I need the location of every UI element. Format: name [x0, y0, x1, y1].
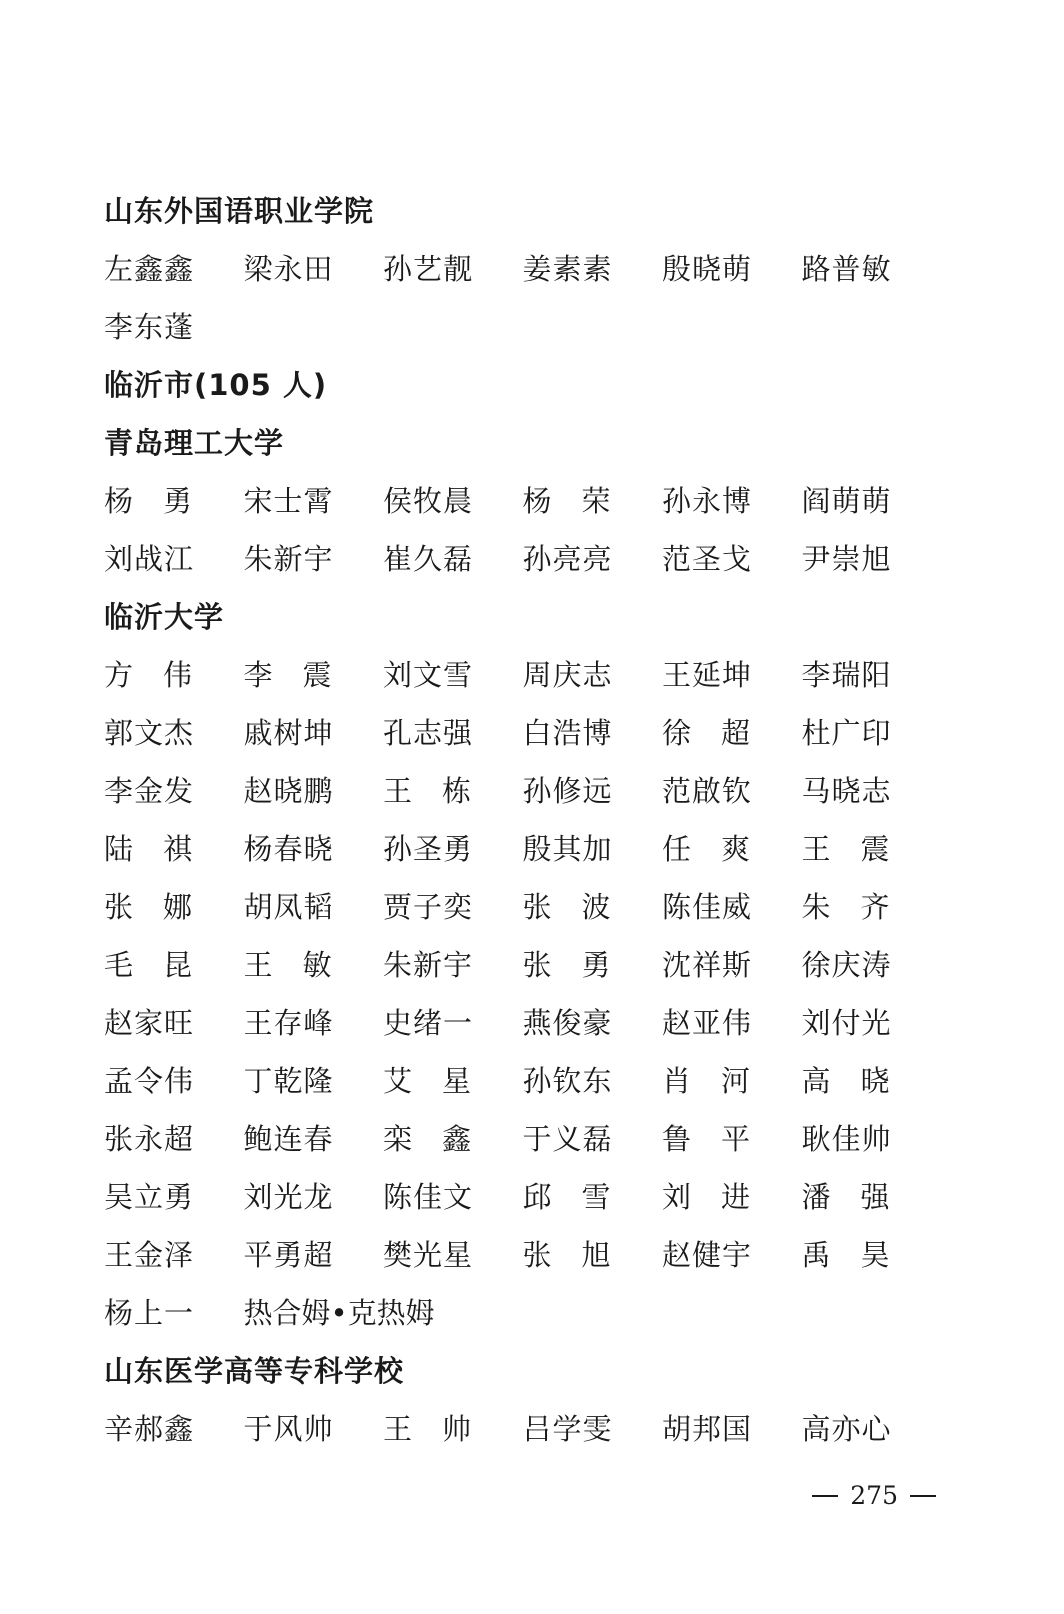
name-char: 河	[720, 1064, 750, 1098]
name-char: 张	[104, 890, 134, 924]
name-char: 王	[383, 774, 413, 808]
person-name: 尹崇旭	[801, 542, 892, 576]
person-name	[802, 1052, 890, 1110]
page-number-left-dash	[812, 1495, 838, 1497]
person-name: 杨上一	[104, 1296, 195, 1330]
person-name	[383, 1110, 471, 1168]
name-list	[104, 472, 964, 588]
person-name: 吕学雯	[522, 1412, 613, 1446]
name-char: 旭	[581, 1238, 611, 1272]
person-name: 左鑫鑫	[104, 252, 195, 286]
person-name: 朱新宇	[383, 948, 474, 982]
person-name	[802, 1168, 890, 1226]
person-name: 孙艺靓	[383, 252, 474, 286]
person-name	[662, 1168, 750, 1226]
name-char: 昊	[860, 1238, 890, 1272]
person-name: 刘光龙	[243, 1180, 334, 1214]
page-number-value: 275	[850, 1481, 898, 1510]
person-name: 王延坤	[662, 658, 753, 692]
name-char: 禹	[801, 1238, 831, 1272]
section-heading: 临沂市(105 人)	[104, 368, 328, 402]
name-char: 敏	[302, 948, 332, 982]
person-name	[802, 1226, 890, 1284]
person-name	[244, 936, 332, 994]
person-name: 于风帅	[243, 1412, 334, 1446]
person-name: 耿佳帅	[801, 1122, 892, 1156]
person-name: 丁乾隆	[243, 1064, 334, 1098]
name-char: 张	[522, 948, 552, 982]
name-char: 齐	[860, 890, 890, 924]
name-char: 波	[581, 890, 611, 924]
person-name: 陈佳文	[383, 1180, 474, 1214]
name-char: 刘	[662, 1180, 692, 1214]
person-name: 范啟钦	[662, 774, 753, 808]
person-name: 孙修远	[522, 774, 613, 808]
person-name: 刘战江	[104, 542, 195, 576]
person-name: 崔久磊	[383, 542, 474, 576]
name-char: 朱	[801, 890, 831, 924]
section-heading: 临沂大学	[104, 600, 225, 634]
person-name	[523, 472, 611, 530]
person-name: 戚树坤	[243, 716, 334, 750]
person-name: 殷其加	[522, 832, 613, 866]
name-char: 李	[243, 658, 273, 692]
name-char: 帅	[441, 1412, 471, 1446]
name-char: 栋	[441, 774, 471, 808]
name-char: 鑫	[441, 1122, 471, 1156]
person-name	[523, 1226, 611, 1284]
person-name: 白浩博	[522, 716, 613, 750]
person-name	[104, 820, 192, 878]
person-name: 赵亚伟	[662, 1006, 753, 1040]
name-char: 邱	[522, 1180, 552, 1214]
person-name: 赵晓鹏	[243, 774, 334, 808]
name-list	[104, 646, 964, 1342]
section-heading: 青岛理工大学	[104, 426, 285, 460]
name-char: 高	[801, 1064, 831, 1098]
person-name: 赵家旺	[104, 1006, 195, 1040]
name-char: 雪	[581, 1180, 611, 1214]
person-name: 李金发	[104, 774, 195, 808]
person-name: 沈祥斯	[662, 948, 753, 982]
name-char: 昆	[162, 948, 192, 982]
name-char: 鲁	[662, 1122, 692, 1156]
name-char: 晓	[860, 1064, 890, 1098]
person-name: 李东蓬	[104, 310, 195, 344]
person-name	[523, 878, 611, 936]
name-list	[104, 1400, 964, 1458]
name-char: 星	[441, 1064, 471, 1098]
name-char: 张	[522, 1238, 552, 1272]
page-number	[812, 1478, 936, 1514]
person-name	[104, 878, 192, 936]
person-name: 朱新宇	[243, 542, 334, 576]
name-char: 王	[801, 832, 831, 866]
name-char: 超	[720, 716, 750, 750]
name-char: 毛	[104, 948, 134, 982]
person-name: 孙钦东	[522, 1064, 613, 1098]
person-name: 梁永田	[243, 252, 334, 286]
name-list	[104, 240, 964, 356]
person-name	[662, 820, 750, 878]
name-char: 强	[860, 1180, 890, 1214]
person-name	[383, 1052, 471, 1110]
person-name	[104, 472, 192, 530]
person-name: 刘文雪	[383, 658, 474, 692]
document-body	[104, 182, 964, 1458]
person-name: 张永超	[104, 1122, 195, 1156]
name-char: 艾	[383, 1064, 413, 1098]
person-name: 辛郝鑫	[104, 1412, 195, 1446]
name-char: 杨	[104, 484, 134, 518]
person-name: 王金泽	[104, 1238, 195, 1272]
name-char: 伟	[162, 658, 192, 692]
person-name	[662, 704, 750, 762]
person-name: 马晓志	[801, 774, 892, 808]
person-name: 侯牧晨	[383, 484, 474, 518]
person-name: 孙永博	[662, 484, 753, 518]
person-name: 路普敏	[801, 252, 892, 286]
person-name: 胡凤韬	[243, 890, 334, 924]
person-name: 王存峰	[243, 1006, 334, 1040]
name-char: 勇	[162, 484, 192, 518]
person-name	[802, 820, 890, 878]
person-name: 热合姆•克热姆	[243, 1296, 435, 1330]
person-name	[383, 1400, 471, 1458]
name-char: 潘	[801, 1180, 831, 1214]
name-char: 张	[522, 890, 552, 924]
name-char: 祺	[162, 832, 192, 866]
name-char: 震	[302, 658, 332, 692]
section-heading: 山东外国语职业学院	[104, 194, 375, 228]
person-name	[104, 936, 192, 994]
person-name: 周庆志	[522, 658, 613, 692]
person-name: 殷晓萌	[662, 252, 753, 286]
name-char: 进	[720, 1180, 750, 1214]
person-name: 史绪一	[383, 1006, 474, 1040]
person-name	[383, 762, 471, 820]
person-name: 孟令伟	[104, 1064, 195, 1098]
person-name: 范圣戈	[662, 542, 753, 576]
person-name: 于义磊	[522, 1122, 613, 1156]
name-char: 陆	[104, 832, 134, 866]
person-name: 樊光星	[383, 1238, 474, 1272]
person-name: 燕俊豪	[522, 1006, 613, 1040]
name-char: 爽	[720, 832, 750, 866]
person-name: 郭文杰	[104, 716, 195, 750]
name-char: 王	[243, 948, 273, 982]
person-name: 孙亮亮	[522, 542, 613, 576]
person-name: 吴立勇	[104, 1180, 195, 1214]
person-name	[662, 1110, 750, 1168]
person-name: 李瑞阳	[801, 658, 892, 692]
person-name: 阎萌萌	[801, 484, 892, 518]
person-name: 鲍连春	[243, 1122, 334, 1156]
person-name: 姜素素	[522, 252, 613, 286]
section-heading: 山东医学高等专科学校	[104, 1354, 405, 1388]
person-name: 刘付光	[801, 1006, 892, 1040]
person-name: 陈佳威	[662, 890, 753, 924]
person-name: 杜广印	[801, 716, 892, 750]
person-name: 宋士霄	[243, 484, 334, 518]
person-name: 杨春晓	[243, 832, 334, 866]
person-name	[104, 646, 192, 704]
name-char: 娜	[162, 890, 192, 924]
name-char: 平	[720, 1122, 750, 1156]
person-name: 贾子奕	[383, 890, 474, 924]
person-name	[802, 878, 890, 936]
person-name	[662, 1052, 750, 1110]
name-char: 徐	[662, 716, 692, 750]
page-number-right-dash	[910, 1495, 936, 1497]
name-char: 栾	[383, 1122, 413, 1156]
name-char: 荣	[581, 484, 611, 518]
person-name: 徐庆涛	[801, 948, 892, 982]
person-name: 胡邦国	[662, 1412, 753, 1446]
person-name: 孙圣勇	[383, 832, 474, 866]
name-char: 肖	[662, 1064, 692, 1098]
person-name	[244, 646, 332, 704]
name-char: 杨	[522, 484, 552, 518]
name-char: 勇	[581, 948, 611, 982]
name-char: 方	[104, 658, 134, 692]
name-char: 任	[662, 832, 692, 866]
person-name: 赵健宇	[662, 1238, 753, 1272]
name-char: 震	[860, 832, 890, 866]
person-name	[523, 936, 611, 994]
person-name	[523, 1168, 611, 1226]
person-name: 孔志强	[383, 716, 474, 750]
name-char: 王	[383, 1412, 413, 1446]
person-name: 平勇超	[243, 1238, 334, 1272]
person-name: 高亦心	[801, 1412, 892, 1446]
